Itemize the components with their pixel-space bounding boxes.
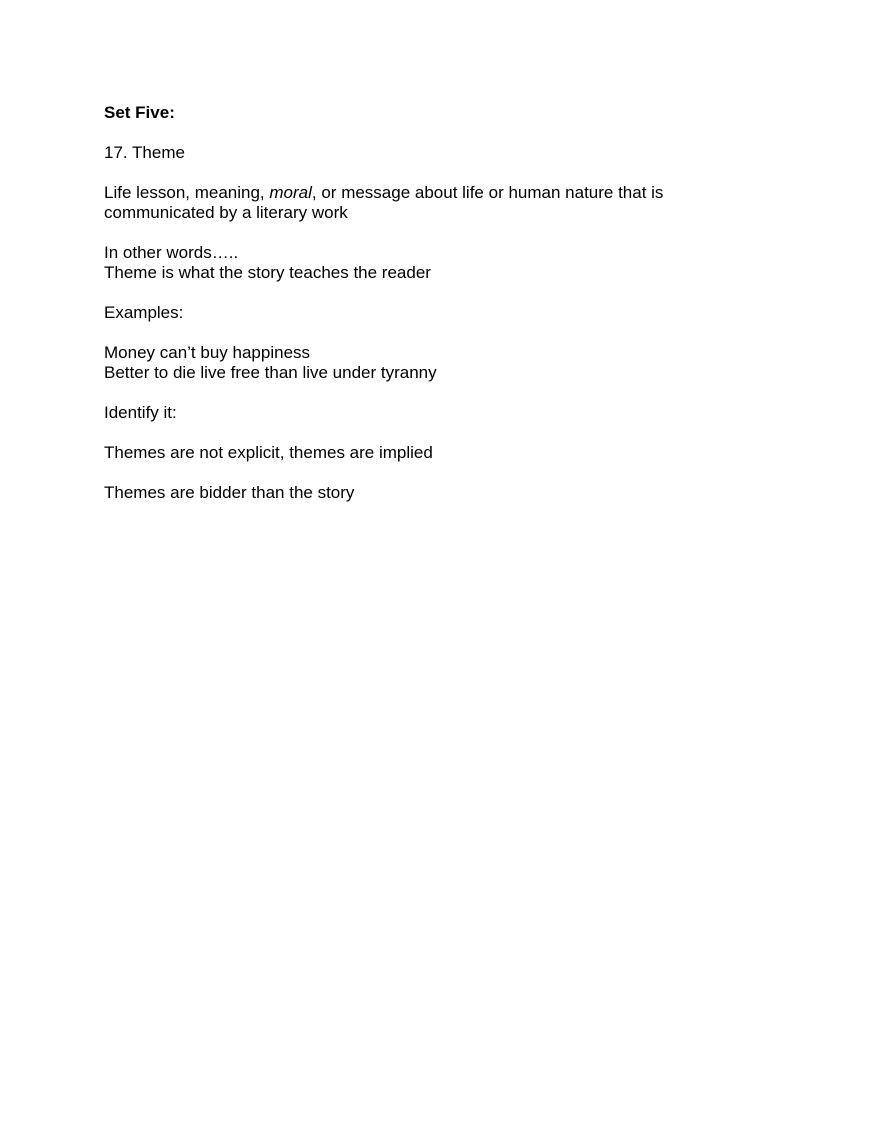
- definition-text-end: , or message about life or human nature that is: [311, 183, 664, 202]
- definition-text-start: Life lesson, meaning,: [104, 183, 270, 202]
- identify-point: Themes are bidder than the story: [104, 483, 355, 502]
- other-words-line-1: In other words…..: [104, 243, 239, 262]
- definition-paragraph: [104, 183, 784, 223]
- examples-list: [104, 343, 784, 383]
- section-heading: Set Five:: [104, 103, 175, 122]
- identify-point: Themes are not explicit, themes are implied: [104, 443, 433, 462]
- definition-italic-word: moral: [269, 183, 312, 202]
- document-body: [104, 103, 784, 523]
- example-item: Better to die live free than live under tyranny: [104, 363, 437, 382]
- definition-line-2: communicated by a literary work: [104, 203, 348, 222]
- other-words-line-2: Theme is what the story teaches the reader: [104, 263, 431, 282]
- example-item: Money can’t buy happiness: [104, 343, 311, 362]
- identify-label: Identify it:: [104, 403, 177, 422]
- examples-label: Examples:: [104, 303, 184, 322]
- other-words-paragraph: [104, 243, 784, 283]
- definition-line-1: [104, 183, 784, 203]
- term-title: 17. Theme: [104, 143, 185, 162]
